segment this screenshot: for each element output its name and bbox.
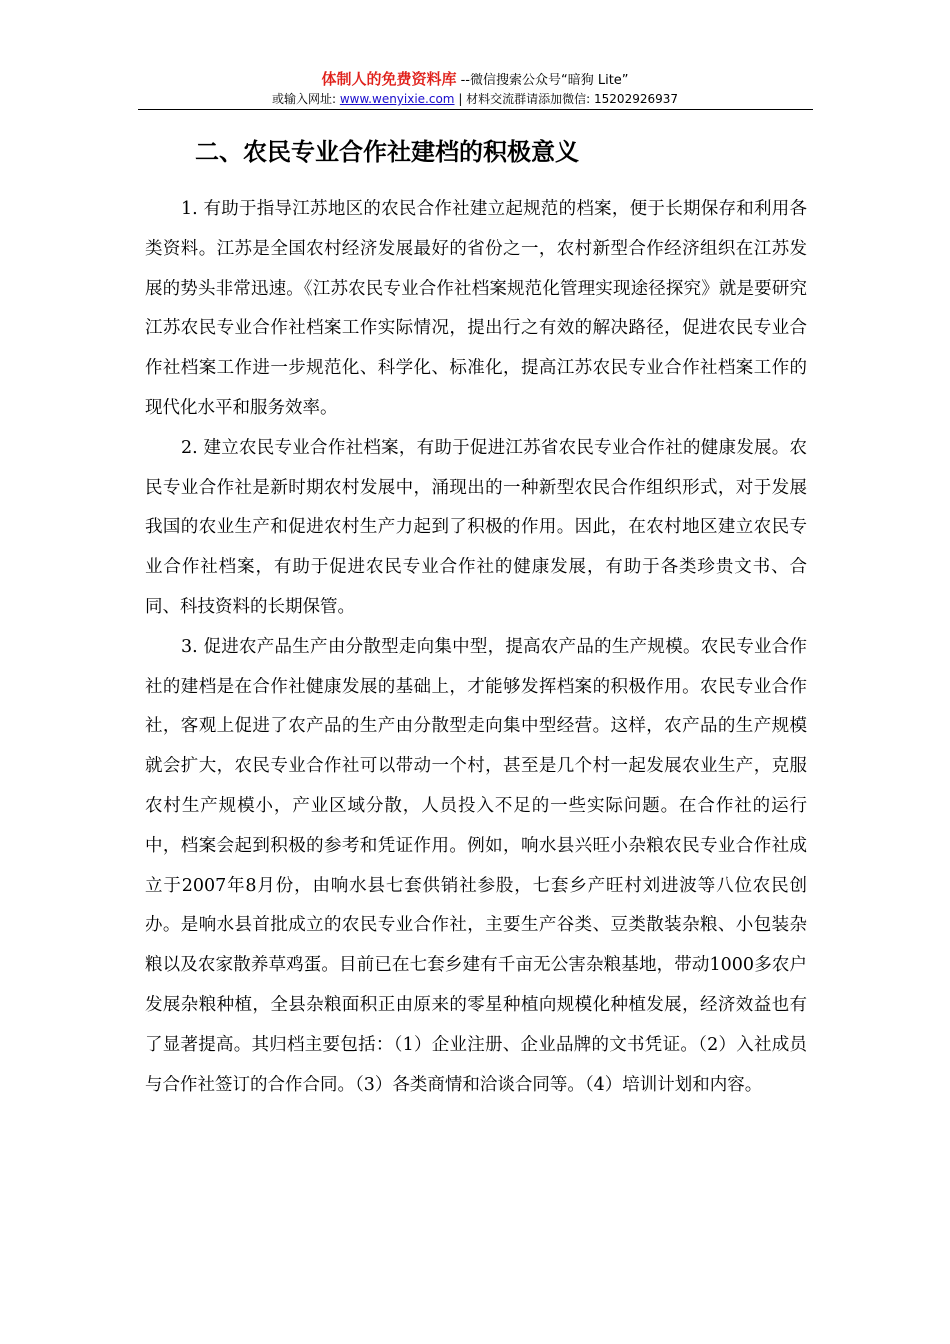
url-prefix: 或输入网址:: [271, 92, 340, 106]
document-body: [145, 190, 807, 1105]
header-tagline: --微信搜索公众号“暗狗 Lite”: [456, 73, 629, 88]
paragraph-1: 1. 有助于指导江苏地区的农民合作社建立起规范的档案，便于长期保存和利用各类资料。江苏是全国农村经济发展最好的省份之一，农村新型合作经济组织在江苏发展的势头非常迅速。《江苏农民专业合作社档案规范化管理实现途径探究》就是要研究江苏农民专业合作社档案工作实际情况，提出行之有效的解决路径，促进农民专业合作社档案工作进一步规范化、科学化、标准化，提高江苏农民专业合作社档案工作的现代化水平和服务效率。: [145, 199, 807, 418]
brand-name: 体制人的免费资料库: [321, 70, 457, 88]
page-header: [0, 70, 950, 108]
header-line-2: [0, 91, 950, 108]
paragraph-3: 3. 促进农产品生产由分散型走向集中型，提高农产品的生产规模。农民专业合作社的建档是在合作社健康发展的基础上，才能够发挥档案的积极作用。农民专业合作社，客观上促进了农产品的生产由分散型走向集中型经营。这样，农产品的生产规模就会扩大，农民专业合作社可以带动一个村，甚至是几个村一起发展农业生产，克服农村生产规模小，产业区域分散，人员投入不足的一些实际问题。在合作社的运行中，档案会起到积极的参考和凭证作用。例如，响水县兴旺小杂粮农民专业合作社成立于2007年8月份，由响水县七套供销社参股，七套乡产旺村刘进波等八位农民创办。是响水县首批成立的农民专业合作社，主要生产谷类、豆类散装杂粮、小包装杂粮以及农家散养草鸡蛋。目前已在七套乡建有千亩无公害杂粮基地，带动1000多农户发展杂粮种植，全县杂粮面积正由原来的零星种植向规模化种植发展，经济效益也有了显著提高。其归档主要包括：（1）企业注册、企业品牌的文书凭证。（2）入社成员与合作社签订的合作合同。（3）各类商情和洽谈合同等。（4）培训计划和内容。: [145, 636, 807, 1095]
contact-text: | 材料交流群请添加微信: 15202926937: [454, 92, 679, 106]
website-link[interactable]: www.wenyixie.com: [339, 92, 455, 106]
header-divider: [138, 109, 813, 110]
section-title: 二、农民专业合作社建档的积极意义: [195, 138, 579, 166]
paragraph-2: 2. 建立农民专业合作社档案，有助于促进江苏省农民专业合作社的健康发展。农民专业合作社是新时期农村发展中，涌现出的一种新型农民合作组织形式，对于发展我国的农业生产和促进农村生产力起到了积极的作用。因此，在农村地区建立农民专业合作社档案，有助于促进农民专业合作社的健康发展，有助于各类珍贵文书、合同、科技资料的长期保管。: [145, 437, 807, 617]
header-line-1: [0, 70, 950, 90]
